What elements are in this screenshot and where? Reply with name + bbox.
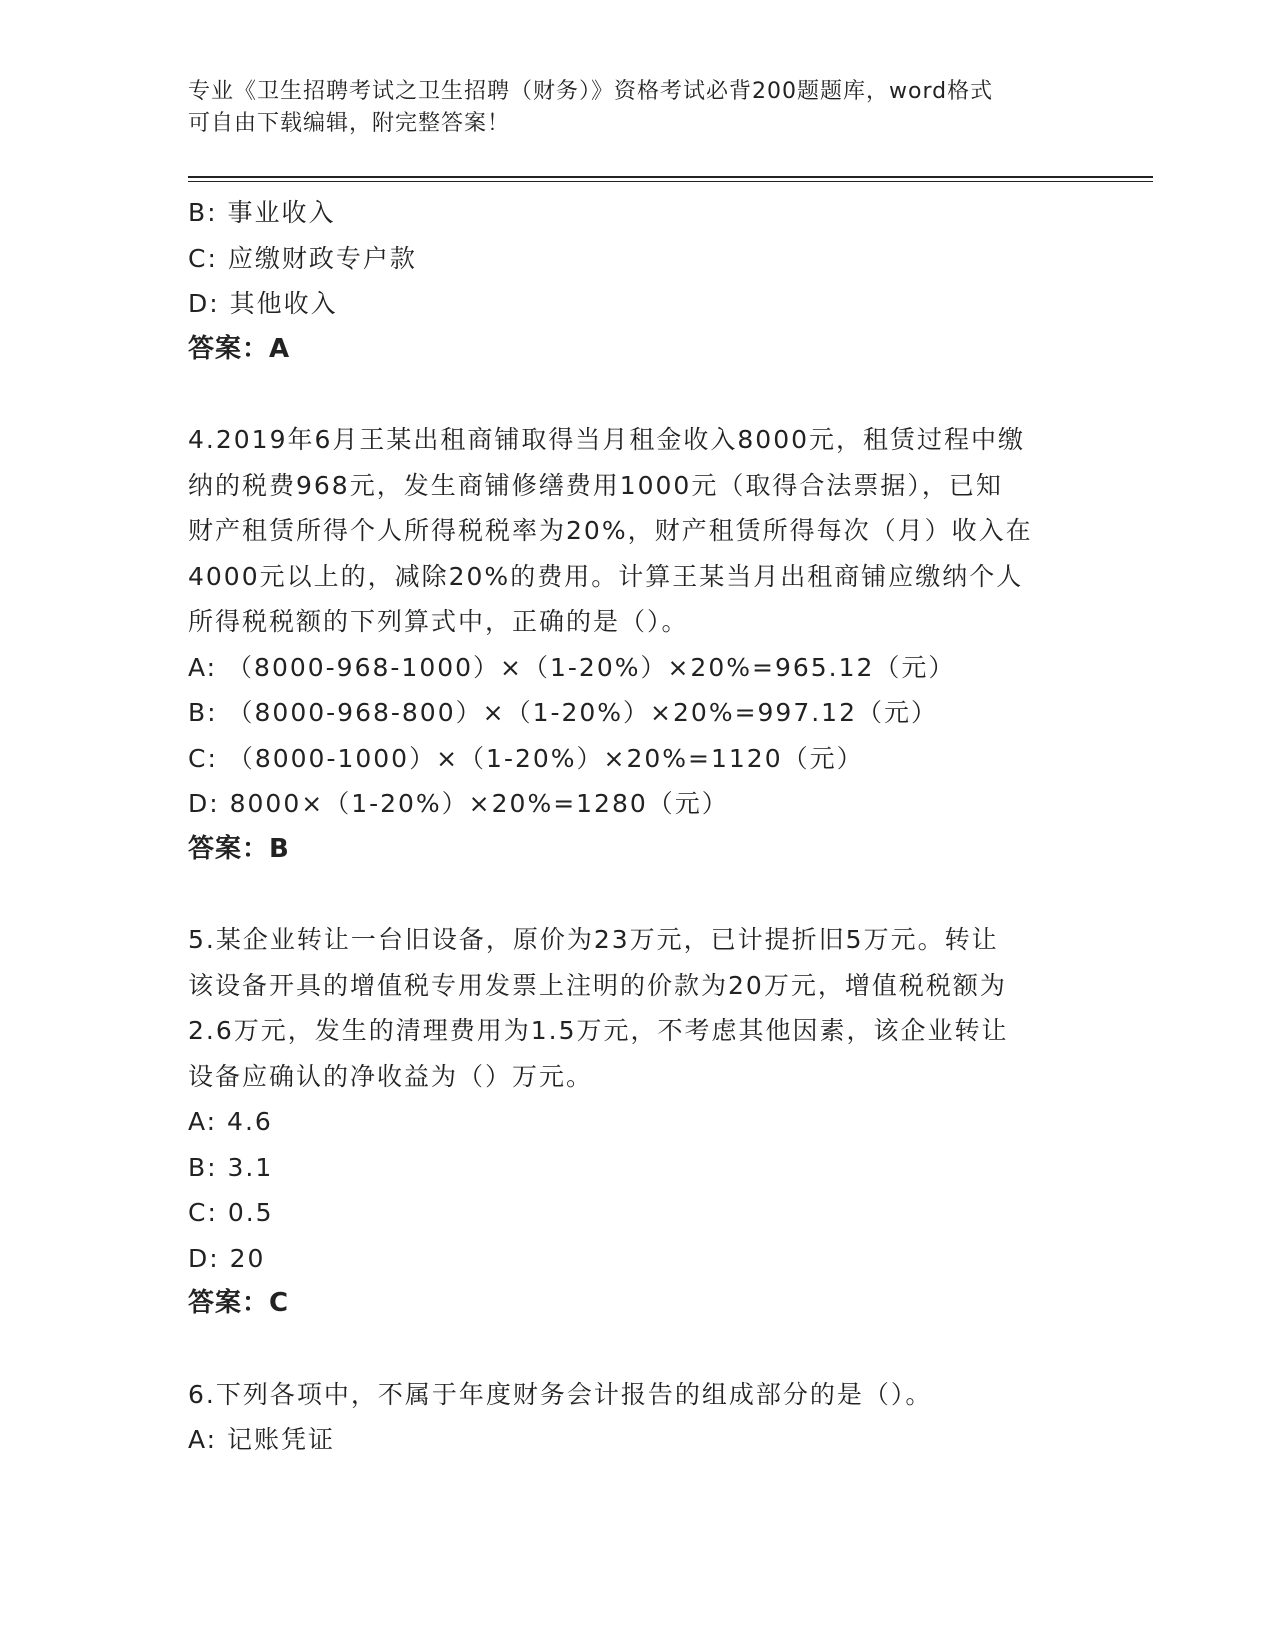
option-b: B: 事业收入 xyxy=(188,198,336,227)
header-divider-thick xyxy=(188,176,1153,178)
question-stem-line: 4000元以上的，减除20%的费用。计算王某当月出租商铺应缴纳个人 xyxy=(188,561,1024,591)
question-stem-line: 4.2019年6月王某出租商铺取得当月租金收入8000元，租赁过程中缴 xyxy=(188,425,1026,454)
option-a: A: 4.6 xyxy=(188,1107,273,1136)
header-title-line-2: 可自由下载编辑，附完整答案！ xyxy=(188,111,511,136)
answer: 答案：A xyxy=(188,333,291,364)
header-divider-thin xyxy=(188,181,1153,182)
option-d: D: 其他收入 xyxy=(188,289,338,318)
spacer xyxy=(188,372,1088,417)
question-stem-line: 纳的税费968元，发生商铺修缮费用1000元（取得合法票据），已知 xyxy=(188,470,1003,500)
question-stem-line: 财产租赁所得个人所得税税率为20%，财产租赁所得每次（月）收入在 xyxy=(188,516,1033,545)
answer: 答案：B xyxy=(188,833,290,864)
question-list xyxy=(188,190,1088,1463)
question-stem-line: 5.某企业转让一台旧设备，原价为23万元，已计提折旧5万元。转让 xyxy=(188,925,999,954)
question-5 xyxy=(188,917,1088,1327)
option-a: A: （8000-968-1000）×（1-20%）×20%=965.12（元） xyxy=(188,652,956,682)
question-6 xyxy=(188,1372,1088,1463)
header-title-line-1: 专业《卫生招聘考试之卫生招聘（财务）》资格考试必背200题题库，word格式 xyxy=(188,79,994,104)
option-c: C: 应缴财政专户款 xyxy=(188,243,417,273)
question-stem-line: 6.下列各项中，不属于年度财务会计报告的组成部分的是（）。 xyxy=(188,1379,933,1409)
question-stem-line: 设备应确认的净收益为（）万元。 xyxy=(188,1061,594,1091)
answer: 答案：C xyxy=(188,1288,290,1318)
option-b: B: （8000-968-800）×（1-20%）×20%=997.12（元） xyxy=(188,698,938,727)
question-stem-line: 所得税税额的下列算式中，正确的是（）。 xyxy=(188,607,689,636)
question-3 xyxy=(188,190,1088,372)
question-4 xyxy=(188,417,1088,872)
question-stem-line: 该设备开具的增值税专用发票上注明的价款为20万元，增值税税额为 xyxy=(188,970,1007,1000)
option-c: C: （8000-1000）×（1-20%）×20%=1120（元） xyxy=(188,743,864,773)
spacer xyxy=(188,1327,1088,1372)
option-d: D: 8000×（1-20%）×20%=1280（元） xyxy=(188,789,729,818)
option-c: C: 0.5 xyxy=(188,1198,274,1227)
question-stem-line: 2.6万元，发生的清理费用为1.5万元，不考虑其他因素，该企业转让 xyxy=(188,1016,1009,1045)
option-b: B: 3.1 xyxy=(188,1152,274,1182)
page-header xyxy=(188,76,1088,140)
spacer xyxy=(188,872,1088,917)
option-d: D: 20 xyxy=(188,1243,266,1273)
option-a: A: 记账凭证 xyxy=(188,1425,336,1454)
